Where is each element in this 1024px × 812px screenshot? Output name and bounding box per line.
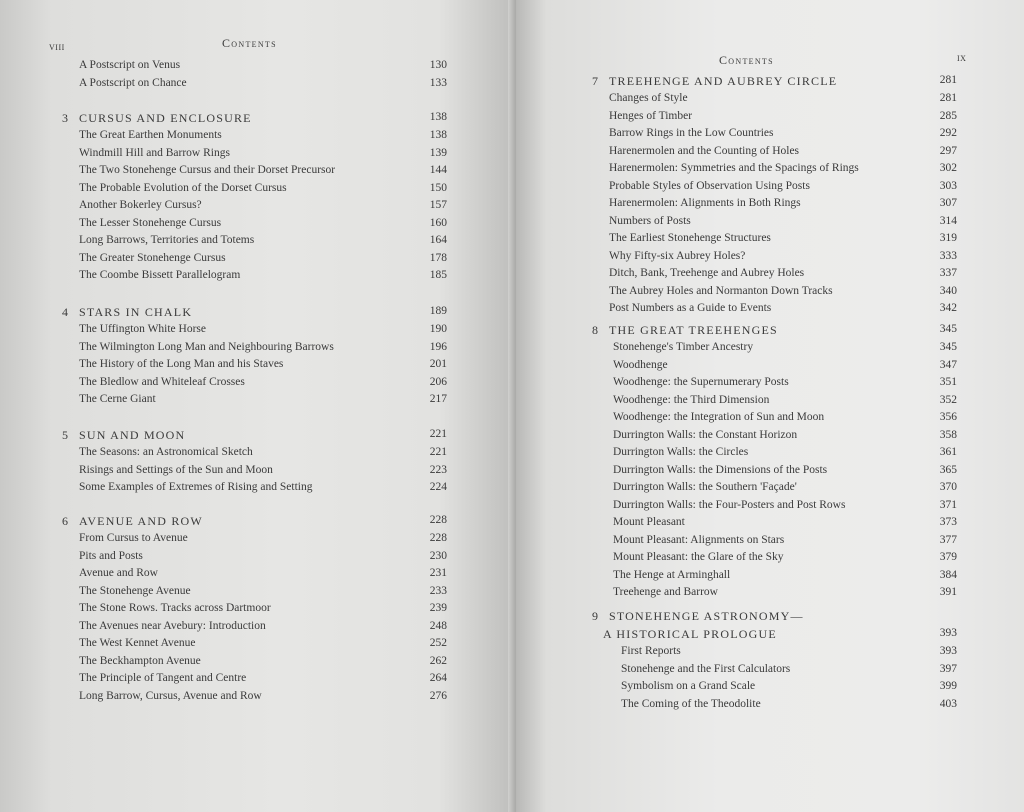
chapter-3 bbox=[62, 111, 462, 287]
toc-entry bbox=[62, 147, 462, 165]
entry-page: 352 bbox=[939, 393, 957, 406]
toc-entry bbox=[592, 429, 992, 447]
entry-page: 302 bbox=[939, 162, 957, 174]
entry-page: 403 bbox=[939, 697, 957, 710]
toc-entry bbox=[62, 655, 462, 673]
entry-page: 231 bbox=[429, 567, 447, 579]
entry-title: The Henge at Arminghall bbox=[613, 568, 731, 581]
entry-title: Harenermolen: Symmetries and the Spacings of Rings bbox=[609, 162, 859, 174]
toc-entry bbox=[592, 110, 992, 128]
entry-title: The Cerne Giant bbox=[79, 393, 156, 405]
entry-page: 150 bbox=[429, 181, 447, 194]
entry-title: Durrington Walls: the Southern 'Façade' bbox=[613, 481, 797, 493]
toc-entry bbox=[592, 127, 992, 145]
entry-title: The Lesser Stonehenge Cursus bbox=[79, 216, 222, 229]
chapter-8 bbox=[592, 323, 992, 604]
toc-entry bbox=[592, 302, 992, 320]
toc-entry bbox=[592, 569, 992, 587]
left-running-head: Contents bbox=[222, 36, 277, 50]
toc-entry bbox=[592, 92, 992, 110]
left-folio: viii bbox=[49, 41, 65, 53]
left-top-entries bbox=[62, 59, 462, 94]
toc-entry bbox=[592, 180, 992, 198]
entry-page: 144 bbox=[429, 164, 447, 176]
entry-page: 217 bbox=[429, 393, 447, 405]
entry-page: 370 bbox=[939, 481, 957, 493]
entry-page: 303 bbox=[939, 179, 957, 192]
entry-page: 314 bbox=[939, 214, 957, 227]
chapter-page: 138 bbox=[429, 111, 447, 123]
right-page bbox=[516, 0, 1024, 812]
entry-page: 224 bbox=[429, 481, 447, 493]
chapter-page: 221 bbox=[429, 428, 447, 440]
entry-page: 356 bbox=[939, 411, 957, 423]
toc-entry bbox=[62, 217, 462, 235]
chapter-number: 6 bbox=[62, 514, 68, 528]
toc-entry bbox=[592, 680, 992, 698]
entry-page: 393 bbox=[939, 645, 957, 657]
entry-page: 307 bbox=[939, 197, 957, 209]
entry-title: Ditch, Bank, Treehenge and Aubrey Holes bbox=[609, 267, 805, 279]
entry-title: The Stone Rows. Tracks across Dartmoor bbox=[79, 602, 271, 614]
entry-title: The Principle of Tangent and Centre bbox=[79, 672, 247, 684]
entry-page: 347 bbox=[939, 358, 957, 371]
chapter-heading bbox=[62, 514, 462, 532]
chapter-4 bbox=[62, 305, 462, 411]
toc-entry bbox=[592, 464, 992, 482]
toc-entry bbox=[592, 551, 992, 569]
entry-title: Woodhenge bbox=[613, 358, 668, 371]
entry-page: 391 bbox=[939, 586, 957, 598]
toc-entry bbox=[62, 59, 462, 77]
entry-title: The Coming of the Theodolite bbox=[621, 697, 761, 710]
entry-page: 190 bbox=[429, 323, 447, 335]
entry-title: From Cursus to Avenue bbox=[79, 532, 188, 544]
entry-title: First Reports bbox=[621, 645, 681, 657]
entry-page: 185 bbox=[429, 269, 447, 281]
chapter-title: CURSUS AND ENCLOSURE bbox=[79, 111, 252, 125]
entry-title: Barrow Rings in the Low Countries bbox=[609, 127, 774, 139]
chapter-heading bbox=[592, 323, 992, 341]
entry-page: 223 bbox=[429, 463, 447, 476]
toc-entry bbox=[592, 698, 992, 716]
entry-page: 285 bbox=[939, 109, 957, 122]
entry-title: The West Kennet Avenue bbox=[79, 637, 196, 649]
toc-entry bbox=[592, 586, 992, 604]
entry-page: 228 bbox=[429, 532, 447, 544]
entry-page: 130 bbox=[429, 59, 447, 71]
chapter-title: THE GREAT TREEHENGES bbox=[609, 323, 778, 337]
toc-entry bbox=[62, 602, 462, 620]
entry-page: 297 bbox=[939, 144, 957, 157]
chapter-number: 3 bbox=[62, 111, 68, 125]
entry-title: Henges of Timber bbox=[609, 109, 693, 122]
toc-entry bbox=[592, 250, 992, 268]
toc-entry bbox=[62, 672, 462, 690]
toc-entry bbox=[592, 446, 992, 464]
chapter-heading bbox=[592, 609, 992, 627]
entry-title: Woodhenge: the Supernumerary Posts bbox=[613, 376, 789, 388]
entry-page: 397 bbox=[939, 662, 957, 675]
toc-entry bbox=[592, 534, 992, 552]
entry-title: Probable Styles of Observation Using Posts bbox=[609, 179, 810, 192]
entry-page: 292 bbox=[939, 127, 957, 139]
chapter-heading bbox=[62, 111, 462, 129]
toc-entry bbox=[62, 446, 462, 464]
chapter-page: 281 bbox=[939, 74, 957, 86]
entry-title: Risings and Settings of the Sun and Moon bbox=[79, 463, 273, 476]
chapter-number: 5 bbox=[62, 428, 68, 442]
entry-page: 379 bbox=[939, 551, 957, 563]
toc-entry bbox=[592, 215, 992, 233]
entry-title: A Postscript on Chance bbox=[79, 76, 187, 89]
entry-page: 264 bbox=[429, 672, 447, 684]
entry-title: Durrington Walls: the Four-Posters and Post Rows bbox=[613, 498, 846, 511]
chapter-subtitle: A HISTORICAL PROLOGUE bbox=[603, 627, 777, 641]
toc-entry bbox=[62, 234, 462, 252]
entry-title: A Postscript on Venus bbox=[79, 59, 181, 71]
toc-entry bbox=[62, 567, 462, 585]
toc-entry bbox=[62, 690, 462, 708]
chapter-heading bbox=[62, 305, 462, 323]
entry-page: 345 bbox=[939, 341, 957, 353]
chapter-heading bbox=[592, 74, 992, 92]
toc-entry bbox=[62, 550, 462, 568]
entry-page: 160 bbox=[429, 216, 447, 229]
entry-page: 138 bbox=[429, 129, 447, 141]
entry-title: The Seasons: an Astronomical Sketch bbox=[79, 446, 253, 458]
toc-entry bbox=[62, 481, 462, 499]
chapter-title: STONEHENGE ASTRONOMY— bbox=[609, 609, 804, 623]
toc-entry bbox=[62, 164, 462, 182]
chapter-number: 8 bbox=[592, 323, 598, 337]
entry-page: 319 bbox=[939, 232, 957, 244]
toc-entry bbox=[592, 376, 992, 394]
toc-entry bbox=[62, 77, 462, 95]
toc-entry bbox=[62, 199, 462, 217]
toc-entry bbox=[592, 341, 992, 359]
entry-title: Windmill Hill and Barrow Rings bbox=[79, 146, 230, 159]
toc-entry bbox=[62, 269, 462, 287]
toc-entry bbox=[62, 252, 462, 270]
entry-title: Durrington Walls: the Circles bbox=[613, 446, 749, 458]
chapter-title: SUN AND MOON bbox=[79, 428, 186, 442]
entry-title: The Uffington White Horse bbox=[79, 323, 207, 335]
entry-page: 358 bbox=[939, 428, 957, 441]
entry-title: Durrington Walls: the Constant Horizon bbox=[613, 428, 798, 441]
toc-entry bbox=[592, 145, 992, 163]
toc-entry bbox=[62, 393, 462, 411]
toc-entry bbox=[592, 285, 992, 303]
entry-title: Avenue and Row bbox=[79, 567, 158, 579]
entry-title: Another Bokerley Cursus? bbox=[79, 199, 202, 211]
entry-page: 377 bbox=[939, 533, 957, 546]
entry-page: 361 bbox=[939, 446, 957, 458]
toc-entry bbox=[62, 376, 462, 394]
chapter-title: TREEHENGE AND AUBREY CIRCLE bbox=[609, 74, 838, 88]
entry-title: Woodhenge: the Third Dimension bbox=[613, 393, 770, 406]
entry-page: 333 bbox=[939, 249, 957, 262]
entry-page: 164 bbox=[429, 234, 447, 246]
entry-page: 201 bbox=[429, 358, 447, 370]
entry-title: Harenermolen: Alignments in Both Rings bbox=[609, 197, 801, 209]
entry-title: The Bledlow and Whiteleaf Crosses bbox=[79, 375, 245, 388]
toc-entry bbox=[62, 129, 462, 147]
entry-title: The Wilmington Long Man and Neighbouring Barrows bbox=[79, 340, 334, 353]
chapter-title: AVENUE AND ROW bbox=[79, 514, 203, 528]
entry-title: Some Examples of Extremes of Rising and Setting bbox=[79, 481, 313, 493]
entry-title: Durrington Walls: the Dimensions of the Posts bbox=[613, 463, 828, 476]
entry-title: Long Barrow, Cursus, Avenue and Row bbox=[79, 689, 262, 702]
toc-entry bbox=[62, 532, 462, 550]
entry-title: Treehenge and Barrow bbox=[613, 586, 718, 598]
entry-title: Symbolism on a Grand Scale bbox=[621, 680, 756, 692]
toc-entry bbox=[592, 162, 992, 180]
toc-entry bbox=[62, 323, 462, 341]
entry-title: The Avenues near Avebury: Introduction bbox=[79, 619, 266, 632]
toc-entry bbox=[62, 464, 462, 482]
toc-entry bbox=[592, 645, 992, 663]
entry-page: 178 bbox=[429, 251, 447, 264]
right-folio: ix bbox=[957, 52, 967, 64]
entry-title: Woodhenge: the Integration of Sun and Moon bbox=[613, 411, 825, 423]
entry-page: 337 bbox=[939, 267, 957, 279]
entry-page: 157 bbox=[429, 199, 447, 211]
toc-entry bbox=[62, 341, 462, 359]
entry-title: Changes of Style bbox=[609, 92, 688, 104]
entry-page: 252 bbox=[429, 637, 447, 649]
chapter-number: 7 bbox=[592, 74, 598, 88]
toc-entry bbox=[592, 516, 992, 534]
entry-title: Stonehenge's Timber Ancestry bbox=[613, 341, 754, 353]
toc-entry bbox=[62, 182, 462, 200]
entry-title: Why Fifty-six Aubrey Holes? bbox=[609, 249, 746, 262]
toc-entry bbox=[592, 499, 992, 517]
chapter-heading bbox=[62, 428, 462, 446]
entry-page: 373 bbox=[939, 516, 957, 528]
entry-title: The History of the Long Man and his Staves bbox=[79, 358, 284, 370]
entry-title: Long Barrows, Territories and Totems bbox=[79, 234, 255, 246]
toc-entry bbox=[62, 585, 462, 603]
chapter-page: 189 bbox=[429, 305, 447, 317]
entry-page: 196 bbox=[429, 340, 447, 353]
entry-title: The Earliest Stonehenge Structures bbox=[609, 232, 771, 244]
entry-page: 365 bbox=[939, 463, 957, 476]
entry-title: Mount Pleasant bbox=[613, 516, 685, 528]
entry-page: 221 bbox=[429, 446, 447, 458]
entry-title: The Greater Stonehenge Cursus bbox=[79, 251, 226, 264]
entry-title: Numbers of Posts bbox=[609, 214, 691, 227]
entry-title: The Stonehenge Avenue bbox=[79, 584, 191, 597]
toc-entry bbox=[62, 637, 462, 655]
chapter-heading-continued bbox=[592, 627, 992, 645]
right-running-head: Contents bbox=[719, 53, 774, 67]
entry-title: Harenermolen and the Counting of Holes bbox=[609, 144, 800, 157]
entry-page: 239 bbox=[429, 602, 447, 614]
chapter-7 bbox=[592, 74, 992, 320]
chapter-number: 4 bbox=[62, 305, 68, 319]
chapter-9 bbox=[592, 609, 992, 715]
chapter-page: 393 bbox=[939, 627, 957, 639]
entry-page: 206 bbox=[429, 375, 447, 388]
toc-entry bbox=[592, 394, 992, 412]
entry-page: 342 bbox=[939, 302, 957, 314]
chapter-title: STARS IN CHALK bbox=[79, 305, 193, 319]
entry-title: The Two Stonehenge Cursus and their Dorset Precursor bbox=[79, 164, 336, 176]
toc-entry bbox=[592, 481, 992, 499]
entry-page: 139 bbox=[429, 146, 447, 159]
entry-title: Stonehenge and the First Calculators bbox=[621, 662, 791, 675]
entry-page: 399 bbox=[939, 680, 957, 692]
entry-title: The Coombe Bissett Parallelogram bbox=[79, 269, 241, 281]
chapter-number: 9 bbox=[592, 609, 598, 623]
entry-page: 233 bbox=[429, 584, 447, 597]
entry-page: 133 bbox=[429, 76, 447, 89]
toc-entry bbox=[592, 411, 992, 429]
entry-page: 340 bbox=[939, 284, 957, 297]
entry-title: The Beckhampton Avenue bbox=[79, 654, 201, 667]
toc-entry bbox=[592, 232, 992, 250]
toc-entry bbox=[62, 358, 462, 376]
entry-page: 230 bbox=[429, 549, 447, 562]
toc-entry bbox=[62, 620, 462, 638]
toc-entry bbox=[592, 197, 992, 215]
entry-title: The Great Earthen Monuments bbox=[79, 129, 222, 141]
entry-page: 351 bbox=[939, 376, 957, 388]
entry-page: 276 bbox=[429, 689, 447, 702]
entry-page: 248 bbox=[429, 619, 447, 632]
toc-entry bbox=[592, 267, 992, 285]
entry-page: 281 bbox=[939, 92, 957, 104]
chapter-6 bbox=[62, 514, 462, 707]
chapter-page: 345 bbox=[939, 323, 957, 335]
entry-page: 371 bbox=[939, 498, 957, 511]
entry-title: The Probable Evolution of the Dorset Cursus bbox=[79, 181, 287, 194]
entry-title: Mount Pleasant: the Glare of the Sky bbox=[613, 551, 784, 563]
toc-entry bbox=[592, 663, 992, 681]
entry-page: 384 bbox=[939, 568, 957, 581]
chapter-5 bbox=[62, 428, 462, 499]
entry-title: Post Numbers as a Guide to Events bbox=[609, 302, 772, 314]
entry-title: Pits and Posts bbox=[79, 549, 143, 562]
entry-title: Mount Pleasant: Alignments on Stars bbox=[613, 533, 785, 546]
toc-entry bbox=[592, 359, 992, 377]
chapter-page: 228 bbox=[429, 514, 447, 526]
entry-title: The Aubrey Holes and Normanton Down Tracks bbox=[609, 284, 833, 297]
entry-page: 262 bbox=[429, 654, 447, 667]
